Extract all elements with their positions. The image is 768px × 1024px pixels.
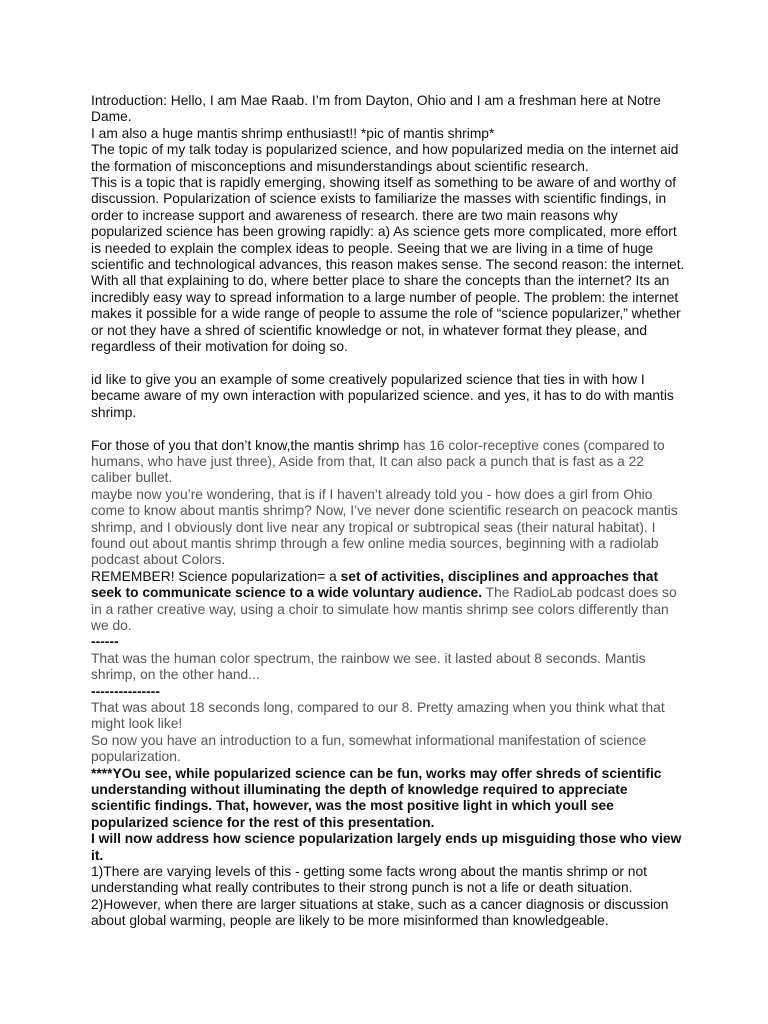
example-paragraph: id like to give you an example of some creatively popularized science that ties in with how I became aware of my own interaction with popularized science. and yes, it has to do with mantis shrimp. (91, 371, 674, 420)
introduction-summary-paragraph: So now you have an introduction to a fun, somewhat informational manifestation of science popularization. (91, 732, 647, 765)
topic-paragraph: The topic of my talk today is popularized science, and how popularized media on the internet aid the formation of misconceptions and misunderstandings about scientific research. (91, 142, 679, 174)
eighteen-seconds-paragraph: That was about 18 seconds long, compared to our 8. Pretty amazing when you think what that might look like! (91, 700, 665, 732)
document-page (91, 93, 687, 930)
mantis-facts-lead: For those of you that don’t know,the mantis shrimp (91, 437, 404, 453)
misguiding-paragraph: I will now address how science popularization largely ends up misguiding those who view it. (91, 831, 682, 863)
definition-bold: set of activities, disciplines and approaches that seek to communicate science to a wide voluntary audience. (91, 568, 659, 601)
definition-tail: The RadioLab podcast does so in a rather creative way, using a choir to simulate how mantis shrimp see colors differently than we do. (91, 585, 677, 633)
enthusiast-paragraph: I am also a huge mantis shrimp enthusiast!! *pic of mantis shrimp* (91, 125, 495, 141)
ohio-paragraph: maybe now you’re wondering, that is if I haven’t already told you - how does a girl from Ohio come to know about mantis shrimp? Now, I’ve never done scientific research on peacock mantis shrimp, and I obviously dont live near any tropical or subtropical seas (their natural habitat). I found out about mantis shrimp through a few online media sources, beginning with a radiolab podcast about Colors. (91, 486, 678, 568)
intro-paragraph: Introduction: Hello, I am Mae Raab. I’m from Dayton, Ohio and I am a freshman here at Notre Dame. (91, 93, 661, 125)
divider-short: ------ (91, 634, 119, 650)
mantis-facts-detail: has 16 color-receptive cones (compared to humans, who have just three), Aside from that, It can also pack a punch that is fast as a 22 caliber bullet. (91, 437, 665, 486)
paragraph-spacer (91, 356, 687, 372)
emphasis-paragraph: ****YOu see, while popularized science can be fun, works may offer shreds of scientific understanding without illuminating the depth of knowledge required to appreciate scientific findings. That, however, was the most positive light in which youll see popularized science for the rest of this presentation. (91, 765, 662, 830)
background-paragraph: This is a topic that is rapidly emerging, showing itself as something to be aware of and worthy of discussion. Popularization of science exists to familiarize the masses with scientific findings, in order to increase support and awareness of research. there are two main reasons why popularized science has been growing rapidly: a) As science gets more complicated, more effort is needed to explain the complex ideas to people. Seeing that we are living in a time of huge scientific and technological advances, this reason makes sense. The second reason: the internet. With all that explaining to do, where better place to share the concepts than the internet? Its an incredibly easy way to spread information to a large number of people. The problem: the internet makes it possible for a wide range of people to assume the role of “science popularizer,” whether or not they have a shred of scientific knowledge or not, in whatever format they please, and regardless of their motivation for doing so. (91, 175, 685, 355)
human-spectrum-paragraph: That was the human color spectrum, the rainbow we see. it lasted about 8 seconds. Mantis shrimp, on the other hand... (91, 650, 646, 683)
mantis-facts-paragraph (91, 438, 687, 487)
definition-lead: REMEMBER! Science popularization= a (91, 568, 341, 584)
point-two-paragraph: 2)However, when there are larger situations at stake, such as a cancer diagnosis or discussion about global warming, people are likely to be more misinformed than knowledgeable. (91, 896, 669, 929)
paragraph-spacer (91, 421, 687, 437)
definition-paragraph (91, 569, 687, 635)
point-one-paragraph: 1)There are varying levels of this - getting some facts wrong about the mantis shrimp or not understanding what really contributes to their strong punch is not a life or death situation. (91, 864, 647, 896)
divider-long: --------------- (91, 683, 160, 699)
